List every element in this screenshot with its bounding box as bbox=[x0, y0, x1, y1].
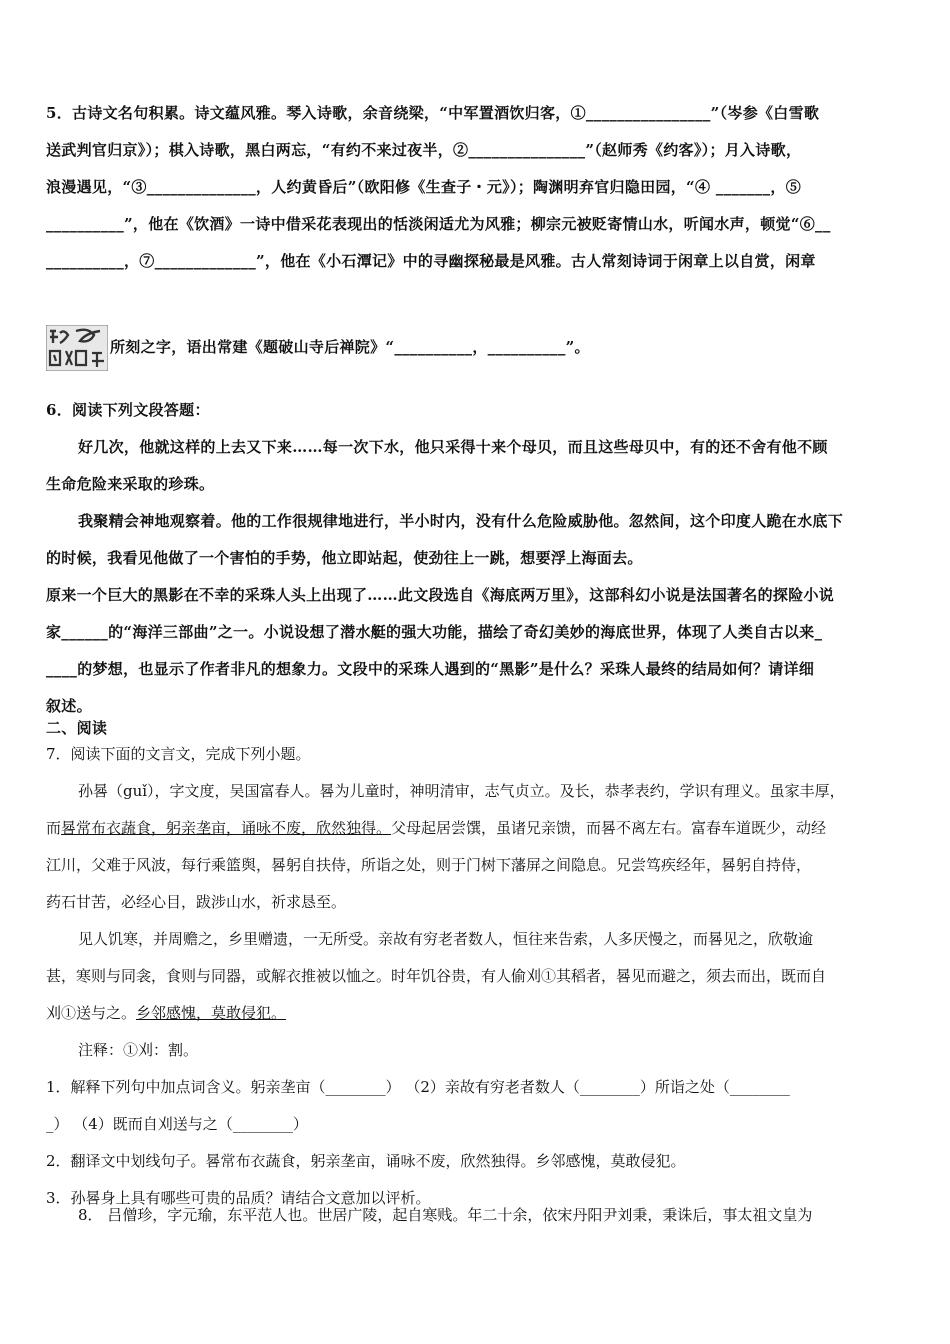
q7-title: 7．阅读下面的文言文，完成下列小题。 bbox=[46, 745, 311, 763]
q6-question-line-1: 原来一个巨大的黑影在不幸的采珠人头上出现了……此文段选自《海底两万里》，这部科幻小说是法国著名的探险小说 bbox=[46, 586, 835, 604]
q6-question-line-4: 叙述。 bbox=[46, 697, 92, 715]
q7-sub1-line-1: 1．解释下列句中加点词含义。躬亲垄亩（________） （2）亲故有穷老者数人（________）所诣之处（________ bbox=[46, 1078, 790, 1096]
question-8 bbox=[46, 1197, 906, 1234]
q6-para2-line-2: 的时候，我看见他做了一个害怕的手势，他立即站起，使劲往上一跳，想要浮上海面去。 bbox=[46, 549, 643, 567]
question-7 bbox=[46, 736, 906, 1217]
question-5 bbox=[46, 95, 906, 280]
q5-line-2: 送武判官归京》）；棋入诗歌，黑白两忘，“有约不来过夜半，②_______________”（赵师秀《约客》）；月入诗歌， bbox=[46, 141, 802, 159]
q7-p2-line-3 bbox=[46, 995, 906, 1032]
q7-sub2: 2．翻译文中划线句子。晷常布衣蔬食，躬亲垄亩，诵咏不废，欣然独得。乡邻感愧，莫敢侵犯。 bbox=[46, 1152, 686, 1170]
q5-line-3: 浪漫遇见，“③______________，人约黄昏后”（欧阳修《生查子・元》）；陶渊明弃官归隐田园，“④ _______，⑤ bbox=[46, 178, 802, 196]
q6-para2-line-1: 我聚精会神地观察着。他的工作很规律地进行，半小时内，没有什么危险威胁他。忽然间，这个印度人跪在水底下 bbox=[78, 512, 844, 530]
q7-p1-line-2-pre: 而 bbox=[46, 819, 62, 837]
q7-p1-line-2-post: 父母起居尝馔，虽诸兄亲馈，而晷不离左右。富春车道既少，动经 bbox=[391, 819, 827, 837]
question-6 bbox=[46, 392, 906, 725]
q7-sub3: 3．孙晷身上具有哪些可贵的品质？请结合文意加以评析。 bbox=[46, 1189, 431, 1207]
q6-question-line-2: 家______的“海洋三部曲”之一。小说设想了潜水艇的强大功能，描绘了奇幻美妙的海底世界，体现了人类自古以来_ bbox=[46, 623, 823, 641]
q5-seal-row bbox=[46, 322, 906, 372]
q6-title: 6．阅读下列文段答题： bbox=[46, 401, 210, 419]
q5-line-1: 5．古诗文名句积累。诗文蕴风雅。琴入诗歌，余音绕梁，“中军置酒饮归客，①________________”（岑参《白雪歌 bbox=[46, 104, 820, 122]
q7-p1-line-3: 江川，父难于风波，每行乘篮舆，晷躬自扶侍，所诣之处，则于门树下藩屏之间隐息。兄尝笃疾经年，晷躬自持侍， bbox=[46, 856, 812, 874]
q7-note: 注释：①刈：割。 bbox=[78, 1041, 199, 1059]
q8-line-1: 8． 吕僧珍，字元瑜，东平范人也。世居广陵，起自寒贱。年二十余，依宋丹阳尹刘秉，秉诛后，事太祖文皇为 bbox=[78, 1206, 813, 1224]
q7-p2-line-3-pre: 刈①送与之。 bbox=[46, 1004, 137, 1022]
q7-underlined-sentence-2: 乡邻感愧，莫敢侵犯。 bbox=[136, 1004, 287, 1022]
q5-line-5: __________，⑦_____________”，他在《小石潭记》中的寻幽探秘最是风雅。古人常刻诗词于闲章上以自赏，闲章 bbox=[46, 252, 816, 270]
q7-p1-line-2 bbox=[46, 810, 906, 847]
q6-question-line-3: ____的梦想，也显示了作者非凡的想象力。文段中的采珠人遇到的“黑影”是什么？采珠人最终的结局如何？请详细 bbox=[46, 660, 815, 678]
q5-line-4: __________”，他在《饮酒》一诗中借采花表现出的恬淡闲适尤为风雅；柳宗元被贬寄情山水，听闻水声，顿觉“⑥__ bbox=[46, 215, 831, 233]
q5-seal-line: 所刻之字，语出常建《题破山寺后禅院》“__________，__________”。 bbox=[110, 338, 590, 356]
q7-underlined-sentence-1: 晷常布衣蔬食，躬亲垄亩，诵咏不废，欣然独得。 bbox=[61, 819, 392, 837]
q6-para1-line-1: 好几次，他就这样的上去又下来……每一次下水，他只采得十来个母贝，而且这些母贝中，有的还不舍有他不顾 bbox=[78, 438, 828, 456]
q7-p2-line-2: 甚，寒则与同衾，食则与同器，或解衣推被以恤之。时年饥谷贵，有人偷刈①其稻者，晷见而避之，须去而出，既而自 bbox=[46, 967, 827, 985]
q6-para1-line-2: 生命危险来采取的珍珠。 bbox=[46, 475, 215, 493]
q7-p1-line-4: 药石甘苦，必经心目，跋涉山水，祈求恳至。 bbox=[46, 893, 347, 911]
q7-p2-line-1: 见人饥寒，并周赡之，乡里赠遗，一无所受。亲故有穷老者数人，恒往来告索，人多厌慢之，而晷见之，欣敬逾 bbox=[78, 930, 814, 948]
seal-stamp-image bbox=[46, 325, 108, 371]
q7-sub1-line-2: _） （4）既而自刈送与之（________） bbox=[46, 1115, 308, 1133]
q7-p1-line-1: 孙晷（guǐ），字文度，吴国富春人。晷为儿童时，神明清审，志气贞立。及长，恭孝表约，学识有理义。虽家丰厚， bbox=[78, 782, 845, 800]
section-2-title: 二、阅读 bbox=[46, 719, 108, 737]
